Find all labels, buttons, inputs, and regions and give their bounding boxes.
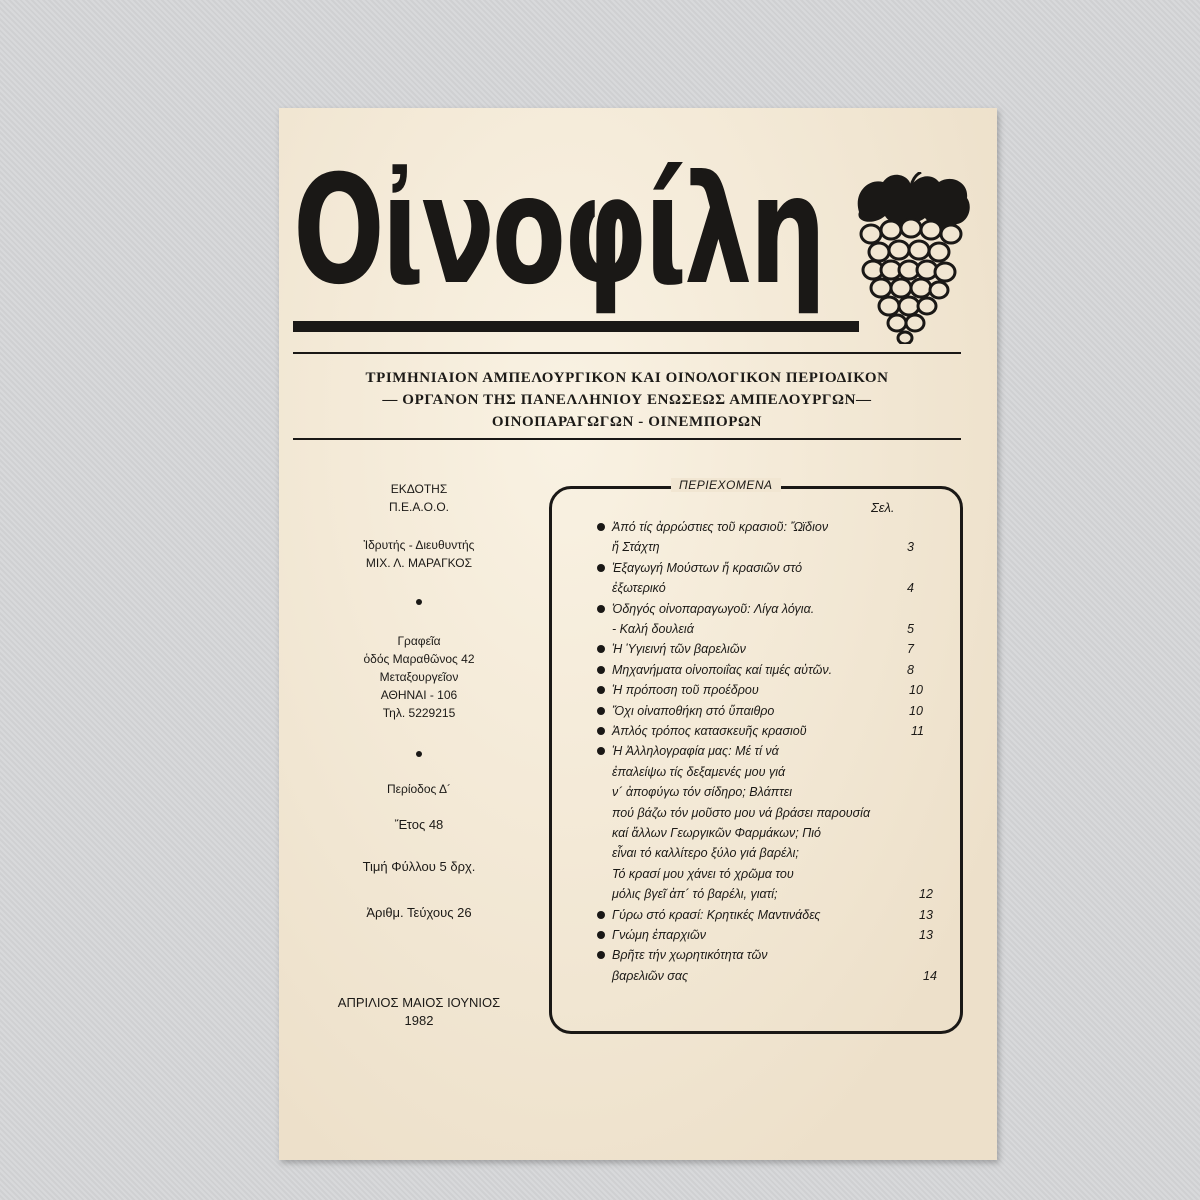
toc-bullet [597,727,605,735]
city: ΑΘΗΝΑΙ - 106 [380,688,458,702]
toc-bullet [597,605,605,613]
toc-bullet [597,707,605,715]
period: Περίοδος Δ´ [386,782,451,796]
masthead-title: Οἰνοφίλη [293,144,824,318]
toc-entry-page: 13 [919,907,933,922]
top-rule [293,352,961,354]
subtitle-line-1: ΤΡΙΜΗΝΙΑΙΟΝ ΑΜΠΕΛΟΥΡΓΙΚΟΝ ΚΑΙ ΟΙΝΟΛΟΓΙΚΟΝ ΠΕΡΙΟΔΙΚΟΝ [365,370,889,386]
toc-entry-text: πού βάζω τόν μοῦστο μου νά βράσει παρουσία [612,805,871,820]
publisher-label: ΕΚΔΟΤΗΣ [390,482,448,496]
toc-entry-page: 3 [907,540,914,555]
toc-entry-text: Μηχανήματα οἰνοποιΐας καί τιμές αὐτῶν. [612,662,833,677]
toc-entry-text: ἤ Στάχτη [612,540,660,555]
toc-entry-text: ν´ ἀποφύγω τόν σίδηρο; Βλάπτει [612,785,793,800]
toc-bullet [597,931,605,939]
separator-dot [309,592,529,610]
toc-bullet [597,666,605,674]
toc-entry-text: ἐπαλείψω τίς δεξαμενές μου γιά [612,764,786,779]
toc-entry-page: 11 [911,724,924,738]
price: Τιμή Φύλλου 5 δρχ. [362,859,476,874]
toc-entry-page: 10 [909,703,923,718]
district: Μεταξουργεῖον [379,670,459,684]
toc-entry-text: καί ἄλλων Γεωργικῶν Φαρμάκων; Πιό [612,826,821,840]
toc-entry-text: εἶναι τό καλλίτερο ξύλο γιά βαρέλι; [612,846,799,861]
phone: Τηλ. 5229215 [382,706,456,720]
toc-entry-text: Ὁδηγός οἰνοπαραγωγοῦ: Λίγα λόγια. [612,601,815,616]
magazine-cover [279,108,997,1160]
toc-entry-page: 14 [923,968,937,983]
toc-entry-text: Ἡ Ἀλληλογραφία μας: Μέ τί νά [612,744,779,759]
issue-year: 1982 [404,1013,434,1028]
offices-label: Γραφεῖα [397,634,441,648]
subtitle-line-3: ΟΙΝΟΠΑΡΑΓΩΓΩΝ - ΟΙΝΕΜΠΟΡΩΝ [491,414,763,430]
bottom-rule [293,438,961,440]
toc-entry-text: βαρελιῶν σας [612,968,689,983]
grape-cluster-icon [851,172,973,344]
publisher-name: Π.Ε.Α.Ο.Ο. [388,500,449,514]
toc-entry-text: ἐξωτερικό [612,581,666,596]
toc-bullet [597,564,605,572]
page-column-header: Σελ. [871,500,895,515]
toc-entry-text: μόλις βγεῖ ἀπ´ τό βαρέλι, γιατί; [612,887,778,902]
toc-entry-text: Τό κρασί μου χάνει τό χρῶμα του [612,866,794,881]
toc-entry-page: 10 [909,683,923,698]
toc-entry-page: 8 [907,662,914,677]
subtitle-line-2: — ΟΡΓΑΝΟΝ ΤΗΣ ΠΑΝΕΛΛΗΝΙΟΥ ΕΝΩΣΕΩΣ ΑΜΠΕΛΟΥΡΓΩΝ— [382,392,872,408]
toc-entry-page: 4 [907,581,914,596]
separator-dot [309,744,529,762]
founder-name: ΜΙΧ. Λ. ΜΑΡΑΓΚΟΣ [365,556,473,570]
toc-bullet [597,523,605,531]
toc-entry-text: Ἐξαγωγή Μούστων ἤ κρασιῶν στό [612,560,803,575]
toc-entry-page: 7 [907,642,914,657]
masthead-underline [293,321,859,332]
contents-title: ΠΕΡΙΕΧΟΜΕΝΑ [671,478,781,492]
toc-entry-page: 5 [907,622,914,636]
toc-entry-text: Ἡ πρόποση τοῦ προέδρου [612,683,759,698]
issue-months: ΑΠΡΙΛΙΟΣ ΜΑΙΟΣ ΙΟΥΝΙΟΣ [337,995,501,1010]
address: ὁδός Μαραθῶνος 42 [363,652,475,666]
toc-entry-page: 13 [919,928,933,942]
founder-label: Ἱδρυτής - Διευθυντής [363,538,475,552]
issue-number: Ἀριθμ. Τεύχους 26 [366,905,472,920]
toc-entry-text: Βρῆτε τήν χωρητικότητα τῶν [612,948,768,963]
toc-entry-text: - Καλή δουλειά [612,622,694,636]
toc-entry-text: Ἡ Ὑγιεινή τῶν βαρελιῶν [612,642,746,657]
year: Ἔτος 48 [394,817,444,832]
toc-bullet [597,911,605,919]
toc-entry-page: 12 [919,887,933,902]
toc-entry-text: Γύρω στό κρασί: Κρητικές Μαντινάδες [612,907,821,922]
toc-entry-text: Ὄχι οἰναποθήκη στό ὕπαιθρο [612,703,775,718]
toc-entry-text: Ἁπλός τρόπος κατασκευῆς κρασιοῦ [612,724,807,738]
toc-entry-text: Ἀπό τίς ἀρρώστιες τοῦ κρασιοῦ: Ὤϊδιον [612,520,829,534]
toc-entry-text: Γνώμη ἐπαρχιῶν [612,928,706,942]
